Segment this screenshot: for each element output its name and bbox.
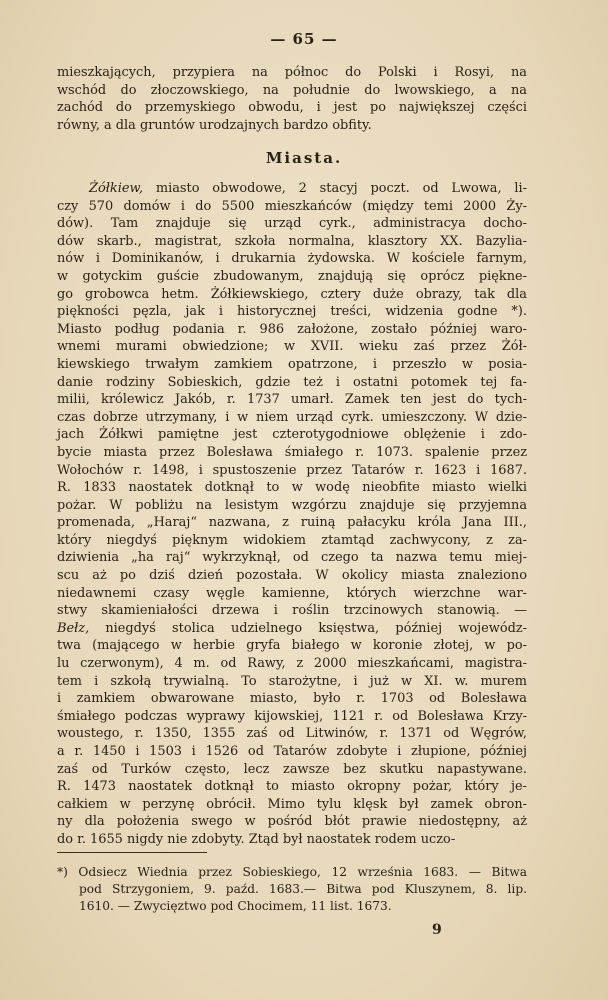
line-text: milii, królewicz Jakób, r. 1737 umarł. Zamek ten jest do tych- <box>57 392 527 408</box>
line-text: zaś od Turków często, lecz zawsze bez skutku napastywane. <box>57 761 527 777</box>
line-text: Wołochów r. 1498, i spustoszenie przez Tatarów r. 1623 i 1687. <box>57 462 527 478</box>
line-text: do r. 1655 nigdy nie zdobyty. Ztąd był naostatek rodem uczo- <box>57 831 456 847</box>
line-text: twa (mającego w herbie gryfa białego w koronie złotej, w po- <box>57 638 527 654</box>
text-line <box>57 725 527 743</box>
line-text: jach Żółkwi pamiętne jest czterotygodniowe oblężenie i zdo- <box>57 427 527 443</box>
text-line <box>57 286 527 304</box>
line-text: ny dla położenia swego w pośród błót prawie niedostępny, aż <box>57 814 527 830</box>
text-line <box>57 409 527 427</box>
line-text: nów i Dominikanów, i drukarnia żydowska. W kościele farnym, <box>57 251 527 267</box>
line-text: który niegdyś pięknym widokiem ztamtąd zachwycony, z za- <box>57 532 527 548</box>
text-line <box>57 215 527 233</box>
line-text: R. 1473 naostatek dotknął to miasto okropny pożar, który je- <box>57 779 527 795</box>
text-line <box>57 637 527 655</box>
line-text: tem i szkołą trywialną. To starożytne, i już w XI. w. murem <box>57 673 527 689</box>
line-text: danie rodziny Sobieskich, gdzie też i ostatni potomek tej fa- <box>57 374 527 390</box>
text-line <box>57 655 527 673</box>
line-text: go grobowca hetm. Żółkiewskiego, cztery duże obrazy, tak dla <box>57 286 527 302</box>
line-text: woustego, r. 1350, 1355 zaś od Litwinów, r. 1371 od Węgrów, <box>57 726 527 742</box>
text-line <box>57 198 527 216</box>
text-line: zachód do przemyskiego obwodu, i jest po największej części <box>57 100 527 116</box>
text-line <box>57 338 527 356</box>
line-text: R. 1833 naostatek dotknął to w wodę nieobfite miasto wielki <box>57 480 527 496</box>
text-line: wschód do złoczowskiego, na południe do lwowskiego, a na <box>57 82 527 98</box>
text-line <box>57 514 527 532</box>
footnote-line: *) Odsiecz Wiednia przez Sobieskiego, 12 września 1683. — Bitwa <box>57 865 527 879</box>
text-line <box>57 549 527 567</box>
line-text: pożar. W pobliżu na lesistym wzgórzu znajduje się przyjemna <box>57 497 527 513</box>
text-line <box>57 303 527 321</box>
footnote-line: 1610. — Zwycięztwo pod Chocimem, 11 list. 1673. <box>79 899 392 913</box>
text-line <box>57 690 527 708</box>
line-text: śmiałego podczas wyprawy kijowskiej, 1121 r. od Bolesława Krzy- <box>57 708 527 724</box>
intro-paragraph <box>57 64 527 134</box>
text-line <box>57 444 527 462</box>
text-line <box>57 585 527 603</box>
line-text: czas dobrze utrzymany, i w niem urząd cyrk. umieszczony. W dzie- <box>57 409 527 425</box>
line-text: bycie miasta przez Bolesława śmiałego r. 1073. spalenie przez <box>57 444 527 460</box>
text-line <box>57 462 527 480</box>
line-text: wnemi murami obwiedzione; w XVII. wieku zaś przez Żół- <box>57 339 527 355</box>
text-line <box>57 708 527 726</box>
text-line <box>57 778 527 796</box>
text-line <box>57 180 527 198</box>
text-line <box>57 567 527 585</box>
text-line <box>57 620 527 638</box>
section-heading: Miasta. <box>265 149 343 167</box>
text-line <box>57 831 527 849</box>
footnote-divider <box>57 852 207 853</box>
text-line <box>57 813 527 831</box>
text-line <box>57 391 527 409</box>
text-line <box>57 673 527 691</box>
signature-mark: 9 <box>432 922 442 938</box>
text-line <box>57 268 527 286</box>
line-text: dziwienia „ha raj“ wykrzyknął, od czego ta nazwa temu miej- <box>57 550 527 566</box>
line-text: i zamkiem obwarowane miasto, było r. 1703 od Bolesława <box>57 691 527 707</box>
text-line <box>57 796 527 814</box>
text-line <box>57 374 527 392</box>
line-text: piękności pęzla, jak i historycznej treści, widzenia godne *). <box>57 304 527 320</box>
place-name: Bełz, <box>57 620 90 636</box>
line-text: dów). Tam znajduje się urząd cyrk., administracya docho- <box>57 216 527 232</box>
text-line <box>57 497 527 515</box>
page-number: — 65 — <box>270 30 338 48</box>
footnote <box>57 864 527 915</box>
line-text: Miasto podług podania r. 986 założone, zostało później waro- <box>57 321 527 337</box>
text-line <box>57 761 527 779</box>
footnote-line: pod Strzygoniem, 9. paźd. 1683.— Bitwa pod Kluszynem, 8. lip. <box>79 882 527 896</box>
text-line <box>57 426 527 444</box>
line-text: scu aż po dziś dzień pozostała. W okolicy miasta znaleziono <box>57 568 527 584</box>
place-name: Żółkiew, <box>89 181 144 196</box>
line-text: czy 570 domów i do 5500 mieszkańców (między temi 2000 Ży- <box>57 198 527 214</box>
line-text: niedawnemi czasy węgle kamienne, których wierzchne war- <box>57 585 527 601</box>
text-line <box>57 233 527 251</box>
text-line <box>57 321 527 339</box>
line-text: kiewskiego trwałym zamkiem opatrzone, i przeszło w posia- <box>57 356 527 372</box>
line-text: a r. 1450 i 1503 i 1526 od Tatarów zdobyte i złupione, później <box>57 744 527 759</box>
text-line <box>57 250 527 268</box>
text-line: równy, a dla gruntów urodzajnych bardzo obfity. <box>57 117 372 133</box>
line-text: dów skarb., magistrat, szkoła normalna, klasztory XX. Bazylia- <box>57 233 527 249</box>
line-text: lu czerwonym), 4 m. od Rawy, z 2000 mieszkańcami, magistra- <box>57 656 527 672</box>
text-line <box>57 479 527 497</box>
line-text: promenada, „Haraj“ nazwana, z ruiną pałacyku króla Jana III., <box>57 515 527 531</box>
text-line <box>57 532 527 550</box>
text-line: mieszkających, przypiera na północ do Polski i Rosyi, na <box>57 65 527 80</box>
line-text: stwy skamieniałości drzewa i roślin trzcinowych stanowią. — <box>57 603 527 619</box>
line-text: całkiem w perzynę obrócił. Mimo tylu klęsk był zamek obron- <box>57 796 527 812</box>
line-text: miasto obwodowe, 2 stacyj poczt. od Lwowa, li- <box>143 181 527 196</box>
line-text: niegdyś stolica udzielnego księstwa, później wojewódz- <box>89 620 527 636</box>
text-line <box>57 356 527 374</box>
line-text: w gotyckim guście zbudowanym, znajdują się oprócz piękne- <box>57 268 527 284</box>
main-paragraph <box>57 180 527 849</box>
text-line <box>57 602 527 620</box>
text-line <box>57 743 527 761</box>
